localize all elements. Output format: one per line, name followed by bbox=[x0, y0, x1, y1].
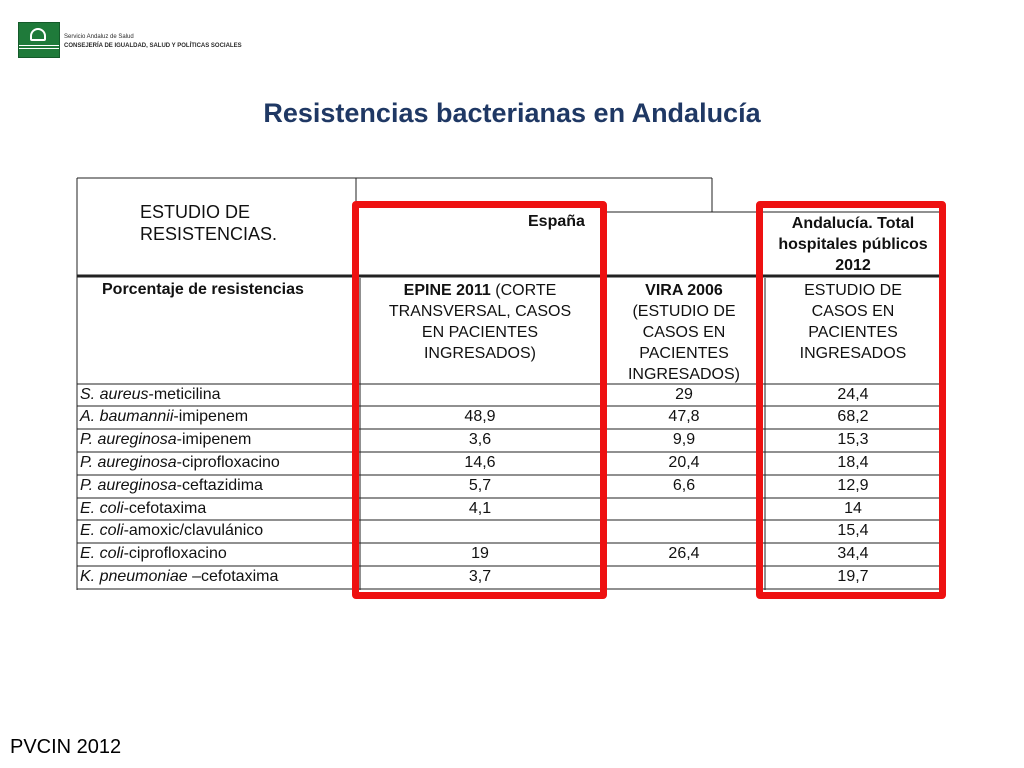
slide-title: Resistencias bacterianas en Andalucía bbox=[263, 98, 761, 128]
table-row-label bbox=[80, 430, 251, 450]
epine-title: EPINE 2011 bbox=[403, 282, 491, 299]
logo-line-1: Servicio Andaluz de Salud bbox=[64, 34, 134, 40]
table-corner-label: ESTUDIO DE RESISTENCIAS. bbox=[140, 202, 278, 244]
vira-sub-3: PACIENTES bbox=[639, 345, 729, 362]
table-row-label bbox=[80, 521, 263, 541]
table-cell-vira: 20,4 bbox=[668, 454, 700, 471]
logo-line-2: CONSEJERÍA DE IGUALDAD, SALUD Y POLÍTICAS SOCIALES bbox=[64, 43, 242, 49]
table-cell-epine: 5,7 bbox=[468, 477, 492, 494]
table-row-label bbox=[80, 453, 280, 473]
table-row-label bbox=[80, 567, 278, 587]
table-row-label bbox=[80, 499, 206, 519]
table-cell-vira: 29 bbox=[675, 386, 693, 403]
table-cell-anda: 15,3 bbox=[837, 431, 869, 448]
antibiotic-name: -imipenem bbox=[176, 431, 252, 448]
antibiotic-name: -ceftazidima bbox=[176, 477, 263, 494]
antibiotic-name: -meticilina bbox=[148, 386, 221, 403]
andalucia-header-line2: hospitales públicos bbox=[778, 236, 928, 253]
andalucia-header-line1: Andalucía. Total bbox=[791, 215, 915, 232]
table-cell-anda: 19,7 bbox=[837, 568, 869, 585]
organism-name: E. coli bbox=[80, 522, 124, 539]
andalucia-header-line3: 2012 bbox=[835, 257, 871, 274]
organism-name: E. coli bbox=[80, 545, 124, 562]
antibiotic-name: -ciprofloxacino bbox=[176, 454, 280, 471]
organism-name: P. aureginosa bbox=[80, 431, 177, 448]
organism-name: P. aureginosa bbox=[80, 454, 177, 471]
table-cell-vira: 9,9 bbox=[672, 431, 696, 448]
table-cell-vira: 6,6 bbox=[672, 477, 696, 494]
estudio-sub-3: PACIENTES bbox=[808, 324, 898, 341]
table-row-label bbox=[80, 407, 248, 427]
table-row-label bbox=[80, 385, 221, 405]
estudio-sub-1: ESTUDIO DE bbox=[804, 282, 902, 299]
espana-header: España bbox=[528, 213, 585, 230]
table-cell-epine: 48,9 bbox=[464, 408, 496, 425]
table-cell-anda: 15,4 bbox=[837, 522, 869, 539]
antibiotic-name: -ciprofloxacino bbox=[123, 545, 227, 562]
vira-title: VIRA 2006 bbox=[645, 282, 723, 299]
epine-sub-3: EN PACIENTES bbox=[421, 324, 539, 341]
table-cell-anda: 18,4 bbox=[837, 454, 869, 471]
epine-sub-2: TRANSVERSAL, CASOS bbox=[388, 303, 572, 320]
table-row-label bbox=[80, 476, 263, 496]
table-cell-epine: 19 bbox=[471, 545, 489, 562]
vira-sub-1: (ESTUDIO DE bbox=[632, 303, 736, 320]
table-cell-anda: 68,2 bbox=[837, 408, 869, 425]
organism-name: A. baumannii bbox=[80, 408, 174, 425]
epine-sub-1: (CORTE bbox=[495, 282, 557, 299]
organism-name: P. aureginosa bbox=[80, 477, 177, 494]
highlight-box-epine bbox=[352, 201, 607, 599]
organism-name: E. coli bbox=[80, 500, 124, 517]
table-cell-vira: 26,4 bbox=[668, 545, 700, 562]
table-cell-epine: 4,1 bbox=[468, 500, 492, 517]
table-cell-epine: 3,7 bbox=[468, 568, 492, 585]
estudio-sub-2: CASOS EN bbox=[811, 303, 895, 320]
table-cell-anda: 14 bbox=[844, 500, 862, 517]
vira-sub-2: CASOS EN bbox=[642, 324, 726, 341]
vira-header bbox=[603, 280, 765, 385]
col0-header: Porcentaje de resistencias bbox=[102, 281, 304, 298]
table-cell-anda: 12,9 bbox=[837, 477, 869, 494]
antibiotic-name: –cefotaxima bbox=[187, 568, 279, 585]
organism-name: S. aureus bbox=[80, 386, 149, 403]
organism-name: K. pneumoniae bbox=[80, 568, 188, 585]
epine-sub-4: INGRESADOS) bbox=[423, 345, 536, 362]
antibiotic-name: -amoxic/clavulánico bbox=[123, 522, 264, 539]
estudio-sub-4: INGRESADOS bbox=[799, 345, 907, 362]
vira-sub-4: INGRESADOS) bbox=[627, 366, 740, 383]
antibiotic-name: -cefotaxima bbox=[123, 500, 207, 517]
footer-label: PVCIN 2012 bbox=[10, 736, 122, 758]
table-cell-epine: 3,6 bbox=[468, 431, 492, 448]
table-cell-vira: 47,8 bbox=[668, 408, 700, 425]
table-cell-anda: 34,4 bbox=[837, 545, 869, 562]
antibiotic-name: -imipenem bbox=[173, 408, 249, 425]
table-cell-epine: 14,6 bbox=[464, 454, 496, 471]
table-row-label bbox=[80, 544, 227, 564]
highlight-box-andalucia bbox=[756, 201, 946, 599]
table-cell-anda: 24,4 bbox=[837, 386, 869, 403]
